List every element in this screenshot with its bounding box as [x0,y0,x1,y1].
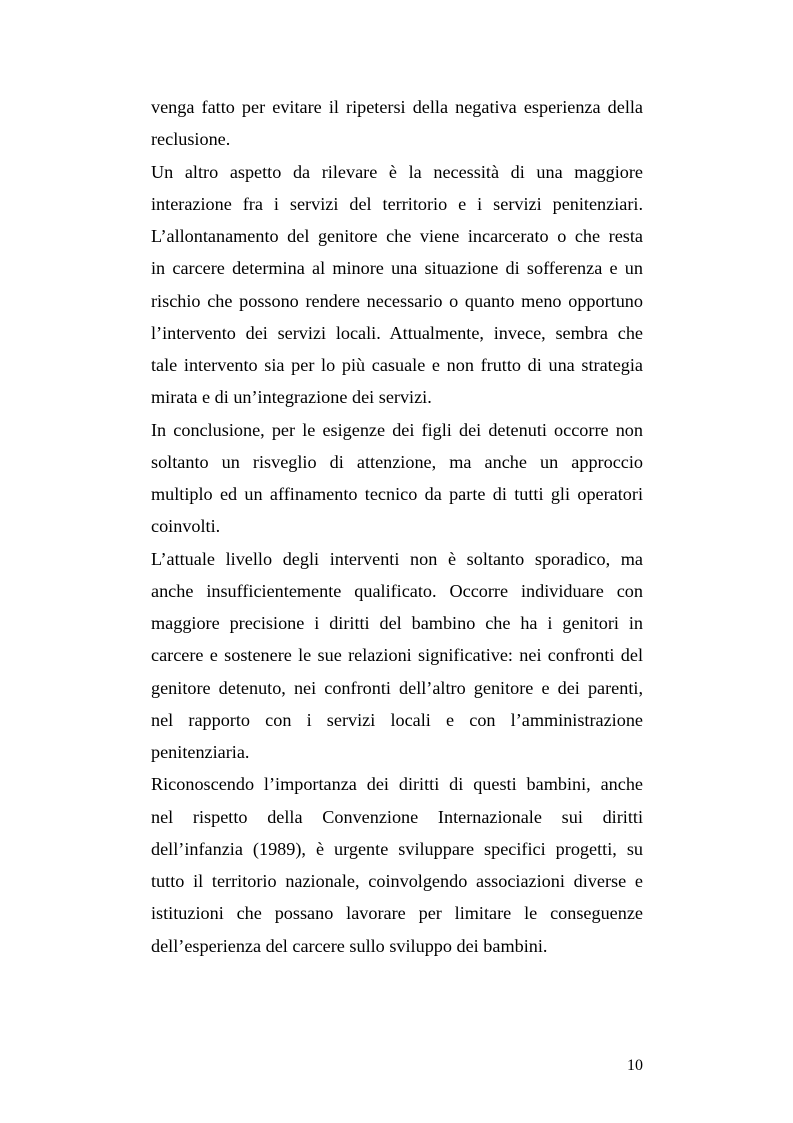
text-line-4: interazione fra i servizi del territorio e i servizi penitenziari. [151,193,643,214]
text-line-3: Un altro aspetto da rilevare è la necessità di una maggiore [151,161,643,182]
text-line-16: anche insufficientemente qualificato. Occorre individuare con [151,580,643,601]
text-line-23: nel rispetto della Convenzione Internazionale sui diritti [151,806,643,827]
text-line-2: reclusione. [151,129,231,150]
text-line-10: mirata e di un’integrazione dei servizi. [151,387,432,408]
text-line-8: l’intervento dei servizi locali. Attualmente, invece, sembra che [151,322,643,343]
text-line-21: penitenziaria. [151,742,250,762]
text-line-14: coinvolti. [151,516,221,537]
text-line-26: istituzioni che possano lavorare per limitare le conseguenze [151,903,643,924]
text-line-7: rischio che possono rendere necessario o quanto meno opportuno [151,290,643,311]
page-number: 10 [627,1057,643,1074]
text-line-22: Riconoscendo l’importanza dei diritti di questi bambini, anche [151,774,643,795]
text-line-27: dell’esperienza del carcere sullo sviluppo dei bambini. [151,935,548,956]
text-line-25: tutto il territorio nazionale, coinvolgendo associazioni diverse e [151,871,643,891]
body-text [151,91,643,962]
text-line-20: nel rapporto con i servizi locali e con l’amministrazione [151,709,643,730]
text-line-9: tale intervento sia per lo più casuale e non frutto di una strategia [151,355,643,375]
text-line-12: soltanto un risveglio di attenzione, ma anche un approccio [151,451,643,472]
text-line-13: multiplo ed un affinamento tecnico da parte di tutti gli operatori [151,484,643,504]
text-line-24: dell’infanzia (1989), è urgente sviluppare specifici progetti, su [151,838,643,859]
text-line-6: in carcere determina al minore una situazione di sofferenza e un [151,258,643,279]
text-line-18: carcere e sostenere le sue relazioni significative: nei confronti del [151,645,643,666]
text-line-15: L’attuale livello degli interventi non è soltanto sporadico, ma [151,548,643,569]
text-line-11: In conclusione, per le esigenze dei figli dei detenuti occorre non [151,419,643,440]
text-line-19: genitore detenuto, nei confronti dell’altro genitore e dei parenti, [151,677,643,698]
text-line-17: maggiore precisione i diritti del bambino che ha i genitori in [151,613,643,633]
text-line-1: venga fatto per evitare il ripetersi della negativa esperienza della [151,97,643,117]
text-line-5: L’allontanamento del genitore che viene incarcerato o che resta [151,226,643,246]
